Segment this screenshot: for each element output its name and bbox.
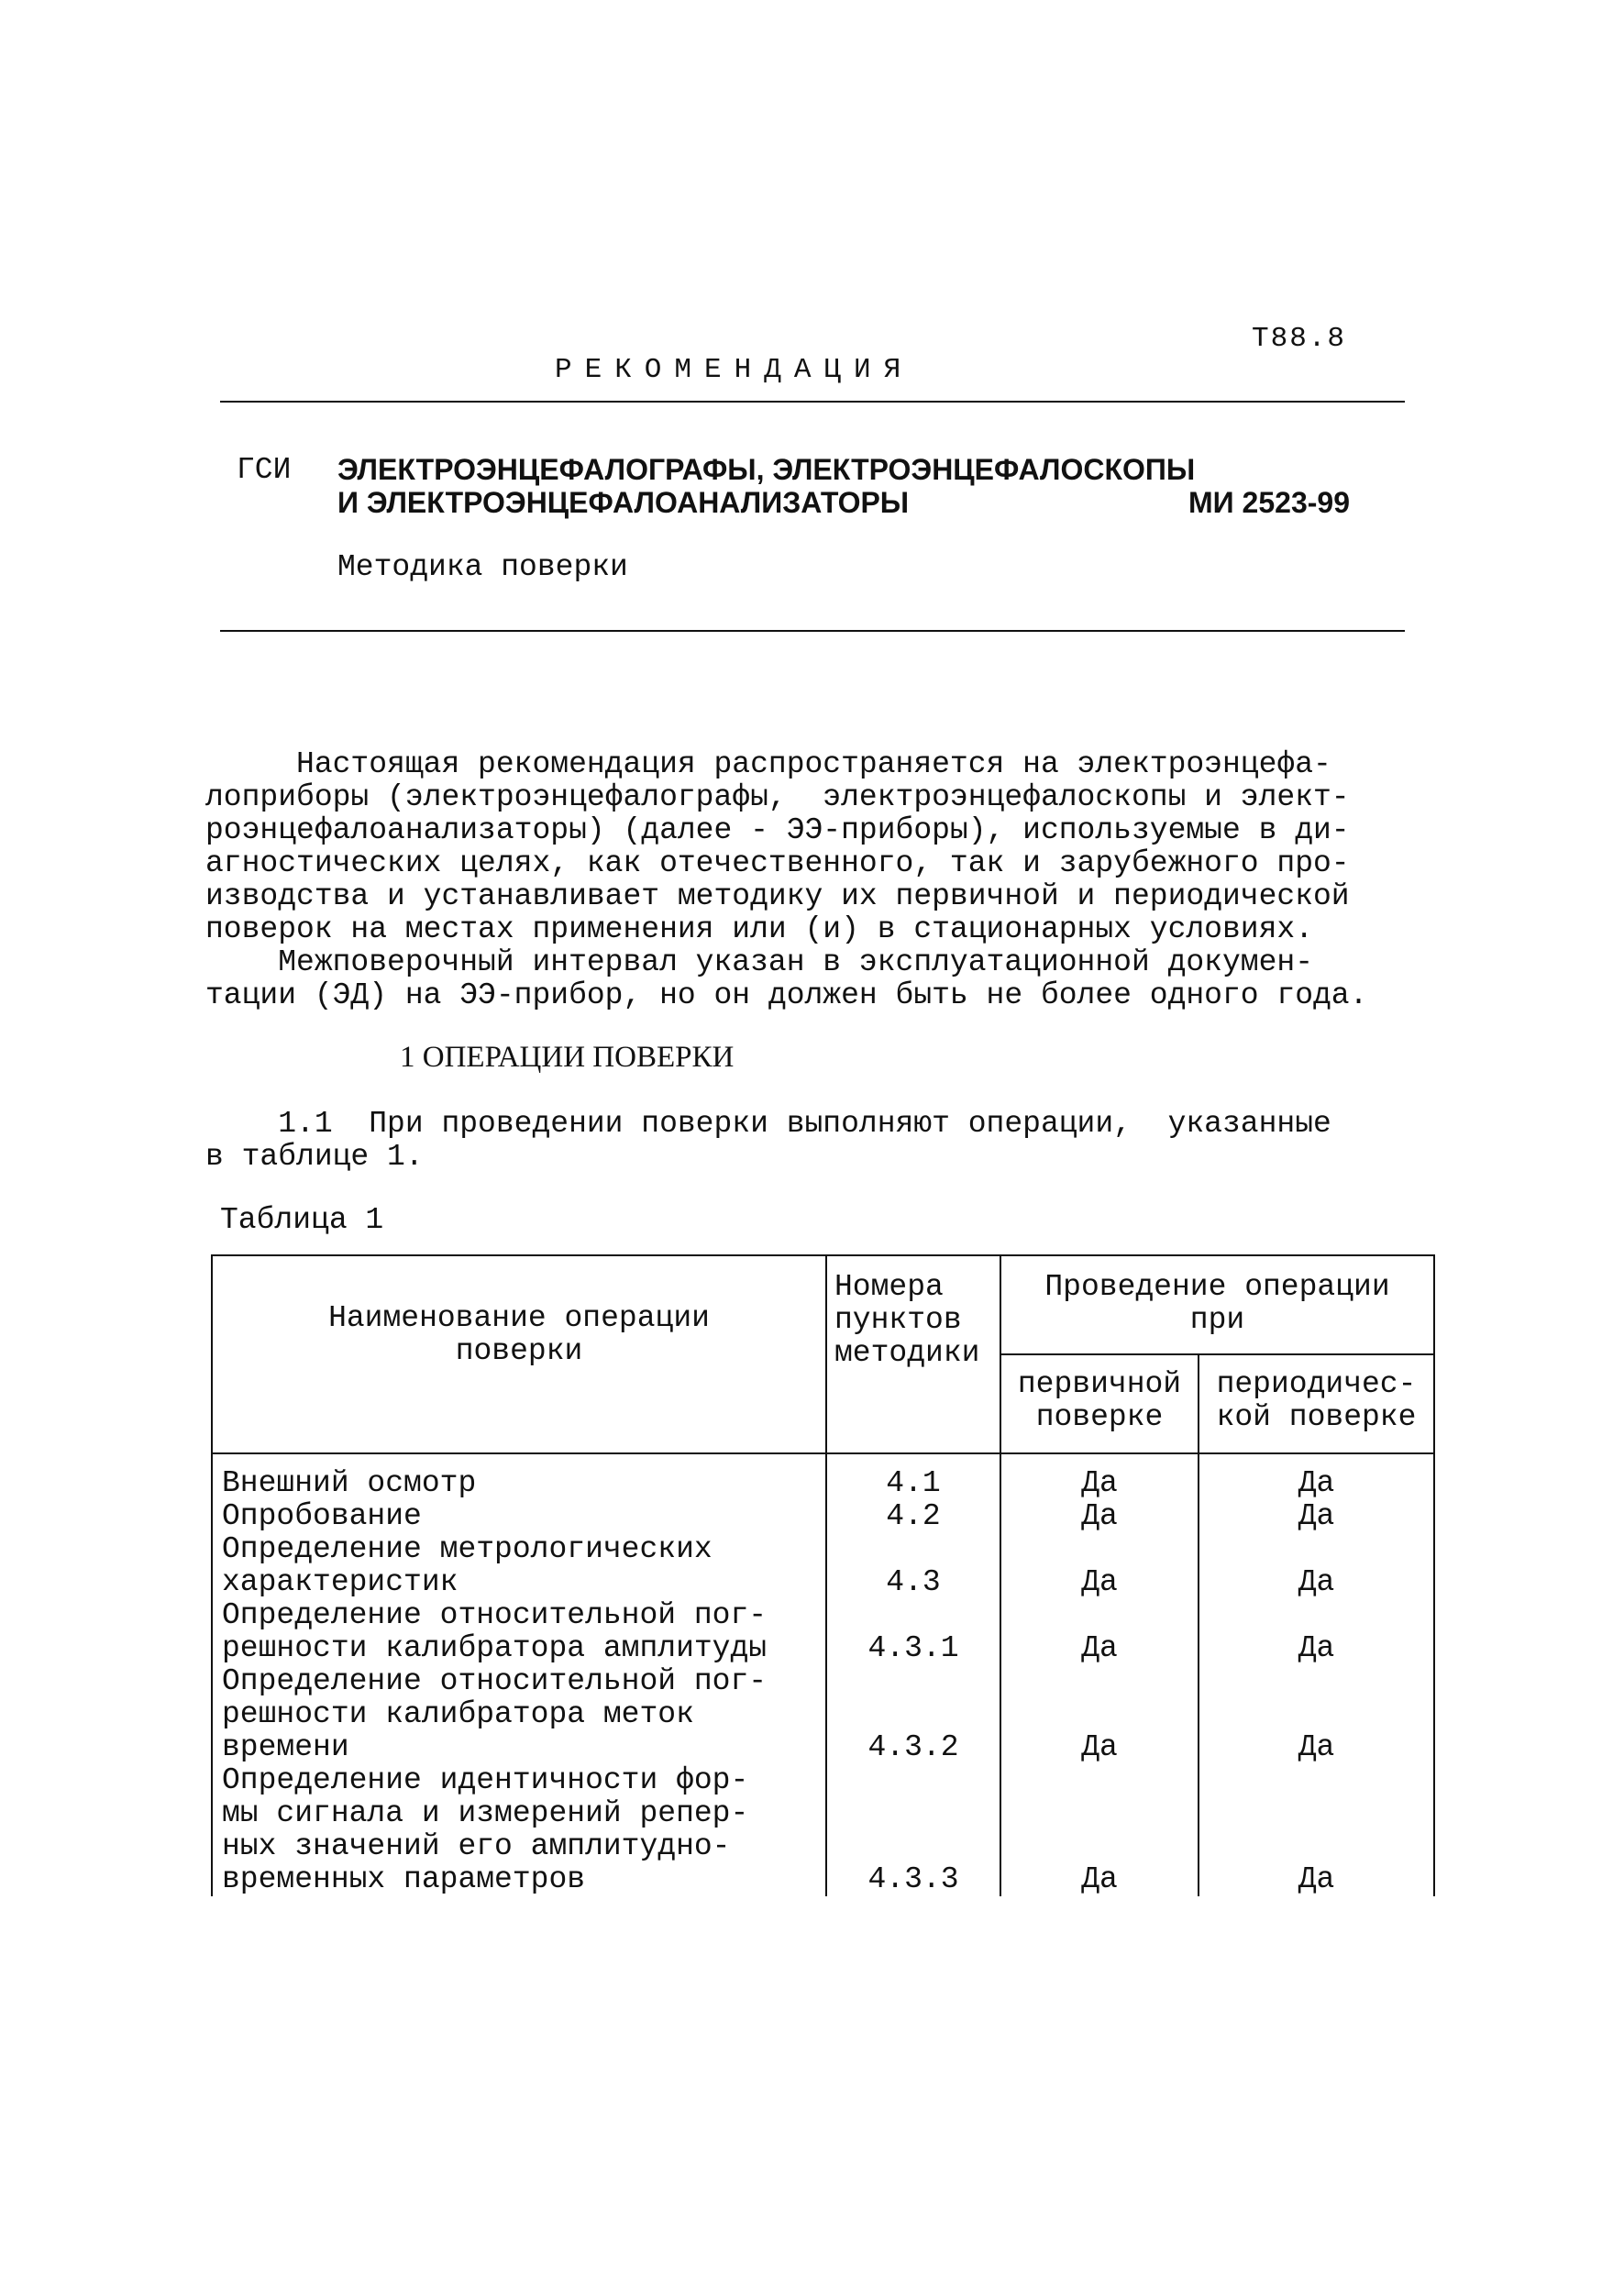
intro-line: Настоящая рекомендация распространяется на электроэнцефа-	[205, 747, 1331, 781]
header-method-points: Номера пунктов методики	[834, 1270, 980, 1370]
document-kind: РЕКОМЕНДАЦИЯ	[555, 354, 914, 386]
header-conduct: Проведение операции при	[1044, 1270, 1390, 1337]
title-prefix: ГСИ	[237, 453, 292, 487]
row-primary: Да	[1081, 1466, 1118, 1500]
intro-line: лоприборы (электроэнцефалографы, электроэнцефалоскопы и элект-	[205, 780, 1350, 814]
section-heading: 1 ОПЕРАЦИИ ПОВЕРКИ	[400, 1041, 735, 1074]
row-point: 4.1	[886, 1466, 941, 1500]
row-point: 4.3.3	[867, 1862, 959, 1896]
intro-line: агностических целях, как отечественного, так и зарубежного про-	[205, 846, 1350, 880]
intro-line: поверок на местах применения или (и) в стационарных условиях.	[205, 912, 1313, 946]
row-periodic: Да	[1298, 1631, 1335, 1665]
row-operation-name: Внешний осмотр	[222, 1466, 477, 1500]
subtitle: Методика поверки	[337, 550, 628, 584]
row-periodic: Да	[1298, 1565, 1335, 1599]
table-caption: Таблица 1	[220, 1203, 384, 1237]
document-code: T88.8	[1252, 323, 1347, 355]
title-line-2: И ЭЛЕКТРОЭНЦЕФАЛОАНАЛИЗАТОРЫ	[337, 486, 910, 519]
row-point: 4.3.2	[867, 1730, 959, 1764]
document-number: МИ 2523-99	[1188, 486, 1350, 519]
table-border	[1198, 1353, 1199, 1896]
row-primary: Да	[1081, 1565, 1118, 1599]
row-periodic: Да	[1298, 1862, 1335, 1896]
row-primary: Да	[1081, 1631, 1118, 1665]
row-periodic: Да	[1298, 1466, 1335, 1500]
table-border	[1433, 1254, 1435, 1896]
title-line-1: ЭЛЕКТРОЭНЦЕФАЛОГРАФЫ, ЭЛЕКТРОЭНЦЕФАЛОСКОПЫ	[337, 453, 1196, 486]
row-operation-name: Опробование	[222, 1499, 422, 1533]
row-primary: Да	[1081, 1499, 1118, 1533]
row-primary: Да	[1081, 1862, 1118, 1896]
row-operation-name: Определение метрологических характеристик	[222, 1532, 713, 1599]
table-border	[211, 1254, 1435, 1256]
row-primary: Да	[1081, 1730, 1118, 1764]
header-periodic: периодичес- кой поверке	[1216, 1367, 1417, 1434]
row-periodic: Да	[1298, 1499, 1335, 1533]
intro-line: тации (ЭД) на ЭЭ-прибор, но он должен быть не более одного года.	[205, 978, 1368, 1012]
section-paragraph-line: в таблице 1.	[205, 1140, 424, 1174]
table-border	[211, 1452, 1435, 1454]
row-operation-name: Определение относительной пог- решности калибратора меток времени	[222, 1664, 768, 1764]
intro-line: Межповерочный интервал указан в эксплуатационной докумен-	[205, 945, 1313, 979]
intro-line: роэнцефалоанализаторы) (далее - ЭЭ-приборы), используемые в ди-	[205, 813, 1350, 847]
title-bottom-rule	[220, 630, 1405, 632]
header-primary: первичной поверке	[1017, 1367, 1182, 1434]
row-operation-name: Определение относительной пог- решности калибратора амплитуды	[222, 1598, 768, 1665]
header-operation-name: Наименование операции поверки	[328, 1301, 710, 1368]
top-rule	[220, 401, 1405, 403]
intro-line: изводства и устанавливает методику их первичной и периодической	[205, 879, 1350, 913]
row-periodic: Да	[1298, 1730, 1335, 1764]
row-operation-name: Определение идентичности фор- мы сигнала и измерений репер- ных значений его амплитудно- временных параметров	[222, 1763, 749, 1896]
row-point: 4.3.1	[867, 1631, 959, 1665]
row-point: 4.2	[886, 1499, 941, 1533]
row-point: 4.3	[886, 1565, 941, 1599]
table-border	[1000, 1353, 1435, 1355]
section-paragraph-line: 1.1 При проведении поверки выполняют операции, указанные	[205, 1107, 1331, 1141]
